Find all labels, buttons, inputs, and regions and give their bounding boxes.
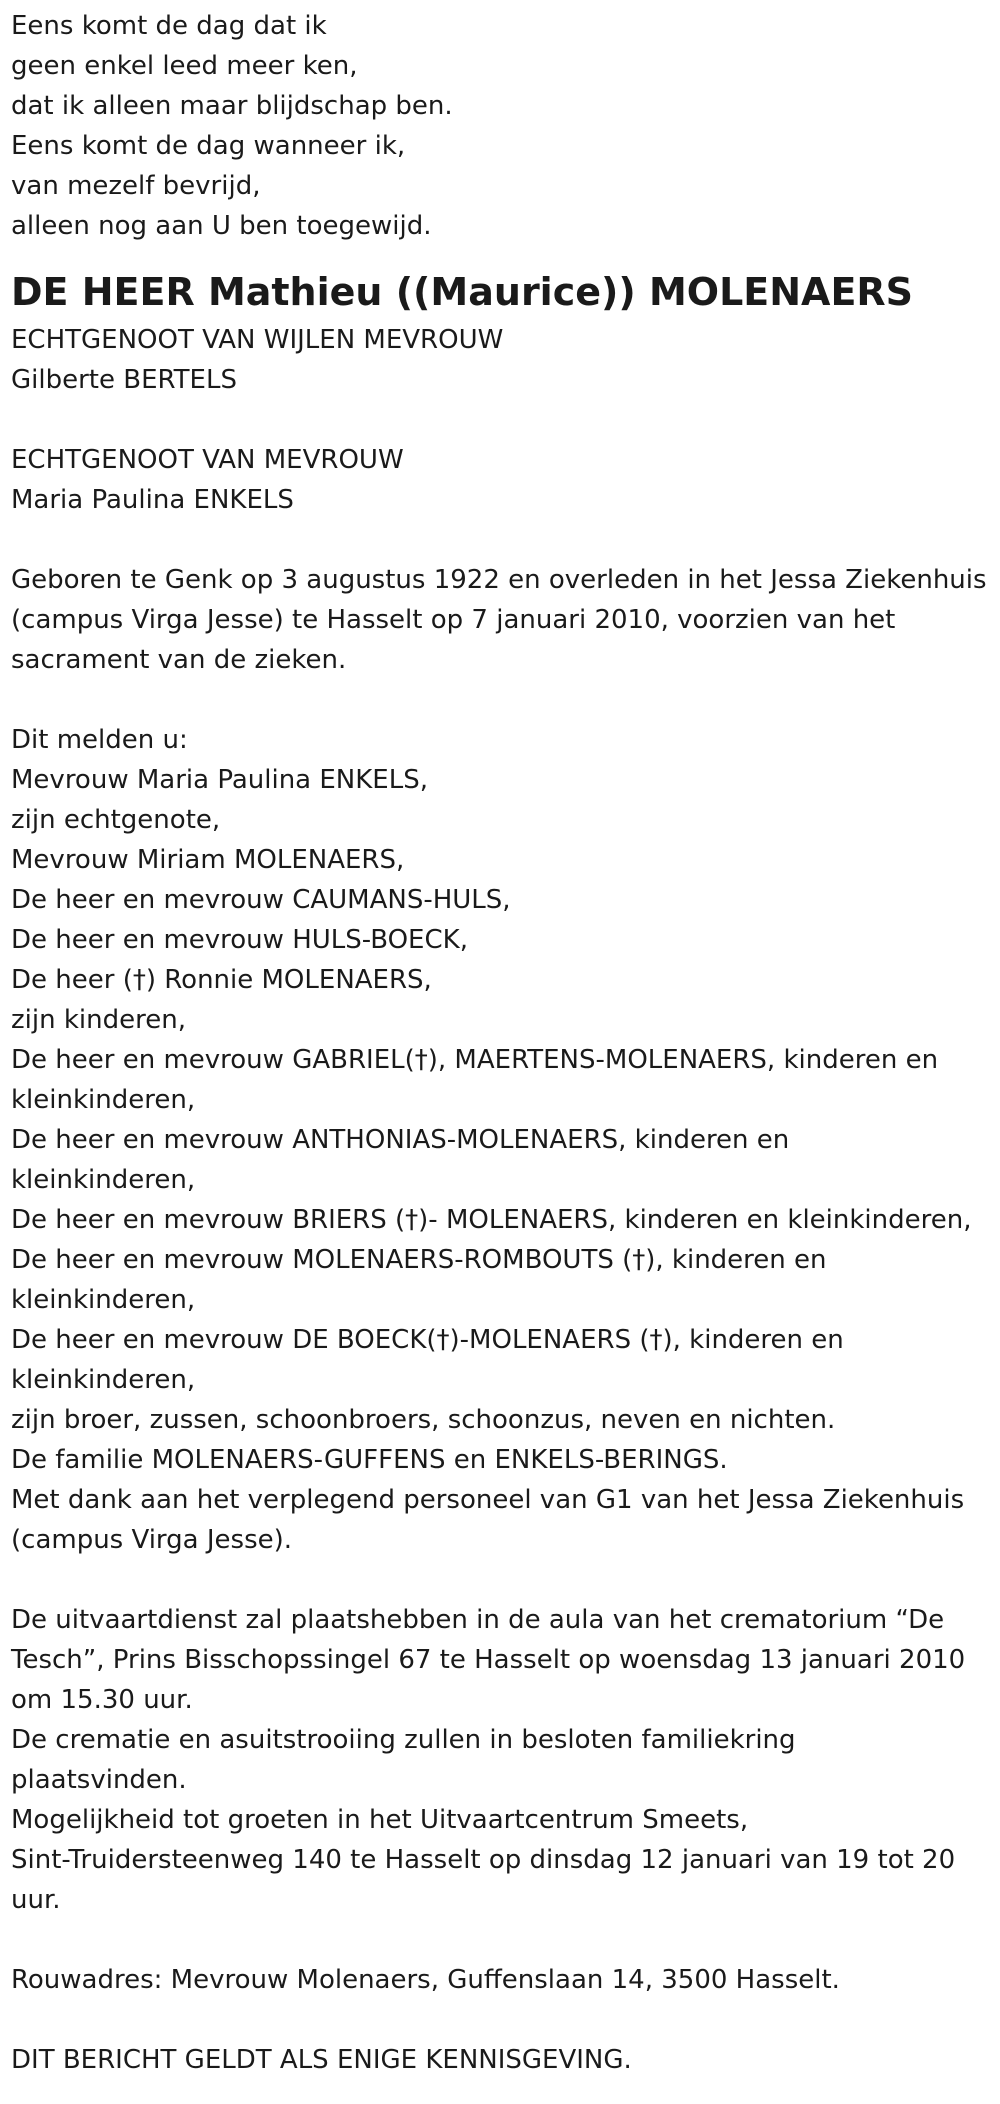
notice-statement: DIT BERICHT GELDT ALS ENIGE KENNISGEVING. [11,2045,632,2075]
mourning-address: Rouwadres: Mevrouw Molenaers, Guffenslaan 14, 3500 Hasselt. [11,1965,840,1995]
spacer [11,2000,990,2040]
late-spouse-label: ECHTGENOOT VAN WIJLEN MEVROUW [11,325,504,355]
paragraph-line: (campus Virga Jesse) te Hasselt op 7 januari 2010, voorzien van het [11,605,896,635]
family-line: De heer en mevrouw DE BOECK(†)-MOLENAERS (†), kinderen en [11,1325,844,1355]
family-line: De heer en mevrouw BRIERS (†)- MOLENAERS, kinderen en kleinkinderen, [11,1205,972,1235]
family-line: Dit melden u: [11,725,188,755]
family-line: De heer (†) Ronnie MOLENAERS, [11,965,432,995]
spacer [11,400,990,440]
birth-death-paragraph [11,560,990,680]
family-line: zijn echtgenote, [11,805,221,835]
spouse-label: ECHTGENOOT VAN MEVROUW [11,445,404,475]
service-line: plaatsvinden. [11,1765,187,1795]
spacer [11,680,990,720]
service-line: De crematie en asuitstrooiing zullen in besloten familiekring [11,1725,796,1755]
family-line: Mevrouw Miriam MOLENAERS, [11,845,405,875]
service-line: Sint-Truidersteenweg 140 te Hasselt op dinsdag 12 januari van 19 tot 20 [11,1845,956,1875]
family-line: (campus Virga Jesse). [11,1525,293,1555]
family-line: Met dank aan het verplegend personeel van G1 van het Jessa Ziekenhuis [11,1485,965,1515]
funeral-service-paragraph [11,1600,990,1920]
family-line: kleinkinderen, [11,1085,196,1115]
family-line: De heer en mevrouw GABRIEL(†), MAERTENS-MOLENAERS, kinderen en [11,1045,939,1075]
service-line: om 15.30 uur. [11,1685,193,1715]
late-spouse-section [11,320,990,400]
family-line: De heer en mevrouw MOLENAERS-ROMBOUTS (†), kinderen en [11,1245,827,1275]
poem-line: geen enkel leed meer ken, [11,51,358,81]
service-line: De uitvaartdienst zal plaatshebben in de aula van het crematorium “De [11,1605,945,1635]
family-line: De heer en mevrouw ANTHONIAS-MOLENAERS, kinderen en [11,1125,790,1155]
poem-line: van mezelf bevrijd, [11,171,261,201]
poem-line: Eens komt de dag dat ik [11,11,327,41]
spacer [11,1560,990,1600]
family-line: kleinkinderen, [11,1165,196,1195]
paragraph-line: sacrament van de zieken. [11,645,347,675]
family-line: Mevrouw Maria Paulina ENKELS, [11,765,428,795]
family-line: kleinkinderen, [11,1285,196,1315]
paragraph-line: Geboren te Genk op 3 augustus 1922 en overleden in het Jessa Ziekenhuis [11,565,987,595]
deceased-name-title: DE HEER Mathieu ((Maurice)) MOLENAERS [11,270,914,314]
service-line: Tesch”, Prins Bisschopssingel 67 te Hasselt op woensdag 13 januari 2010 [11,1645,966,1675]
spouse-section [11,440,990,520]
late-spouse-name: Gilberte BERTELS [11,365,237,395]
poem-line: Eens komt de dag wanneer ik, [11,131,406,161]
family-line: De heer en mevrouw HULS-BOECK, [11,925,468,955]
spacer [11,1920,990,1960]
poem-line: alleen nog aan U ben toegewijd. [11,211,432,241]
family-line: zijn kinderen, [11,1005,186,1035]
spouse-name: Maria Paulina ENKELS [11,485,294,515]
service-line: Mogelijkheid tot groeten in het Uitvaartcentrum Smeets, [11,1805,749,1835]
spacer [11,520,990,560]
family-line: zijn broer, zussen, schoonbroers, schoonzus, neven en nichten. [11,1405,836,1435]
family-line: De heer en mevrouw CAUMANS-HULS, [11,885,511,915]
poem-line: dat ik alleen maar blijdschap ben. [11,91,453,121]
poem [11,6,990,246]
family-line: De familie MOLENAERS-GUFFENS en ENKELS-BERINGS. [11,1445,728,1475]
family-line: kleinkinderen, [11,1365,196,1395]
service-line: uur. [11,1885,61,1915]
family-announcement [11,720,990,1560]
